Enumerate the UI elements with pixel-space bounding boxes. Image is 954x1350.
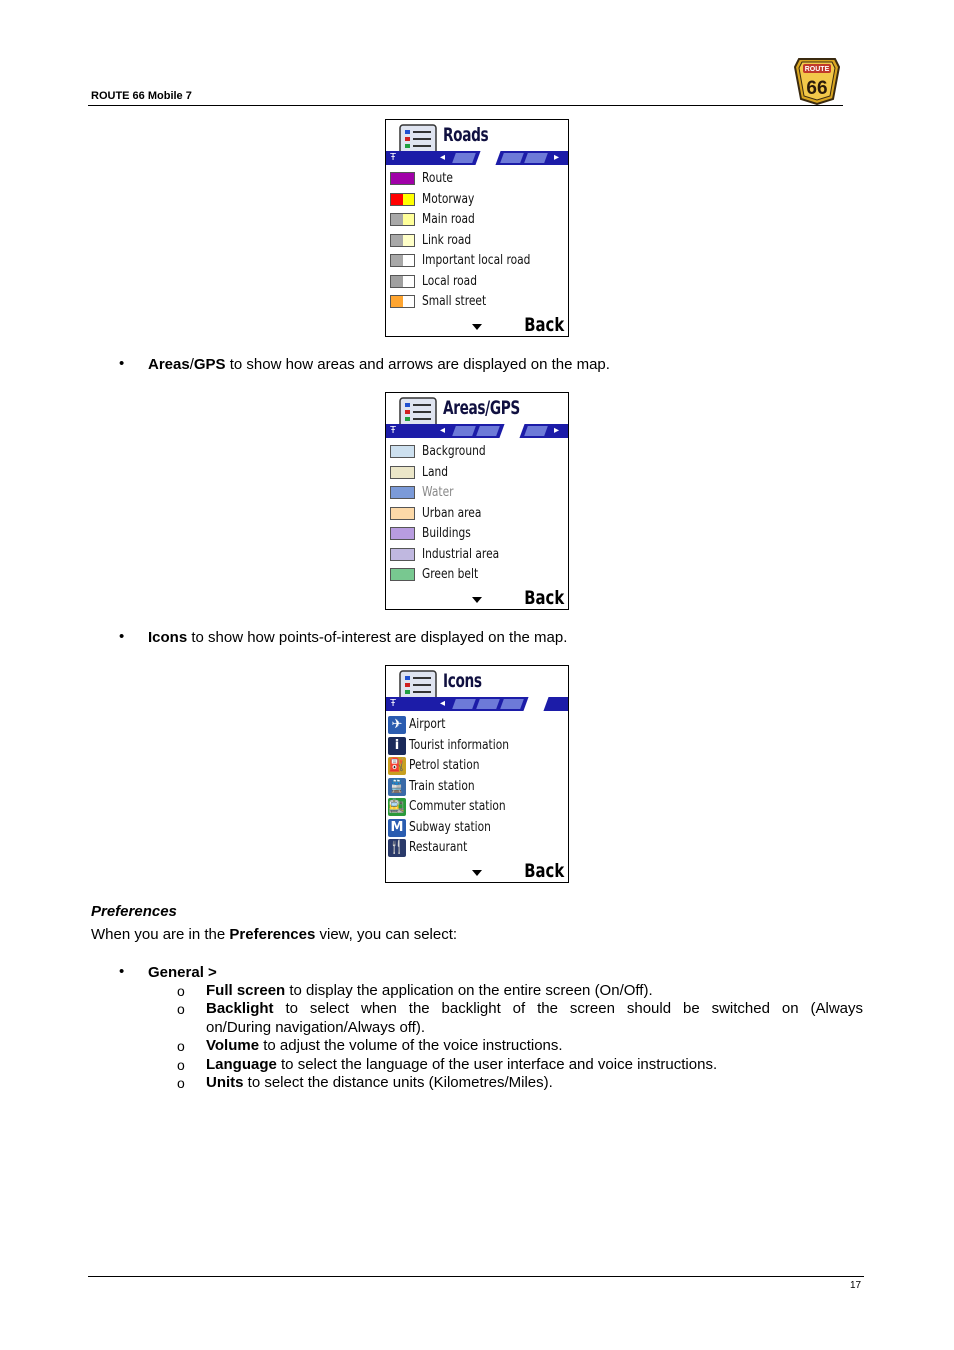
tab-general[interactable] xyxy=(452,699,476,709)
bullet-bold-icons: Icons xyxy=(148,629,188,646)
sub-item-text: to select the distance units (Kilometres/Miles). xyxy=(243,1074,553,1091)
scroll-down-icon[interactable] xyxy=(472,597,482,603)
sub-item xyxy=(206,982,863,1001)
list-item-label: Subway station xyxy=(409,819,491,835)
list-item-label: Train station xyxy=(409,778,475,794)
list-item-label: Petrol station xyxy=(409,758,480,773)
sub-bullet-marker: o xyxy=(177,983,185,999)
tab-general[interactable] xyxy=(452,153,476,163)
sub-bullet-marker: o xyxy=(177,1075,185,1091)
bullet-marker: • xyxy=(119,963,125,980)
list-item-label: Buildings xyxy=(422,526,471,541)
list-item-label: Important local road xyxy=(422,253,531,268)
color-swatch xyxy=(390,466,415,479)
color-swatch xyxy=(390,568,415,581)
sub-item-bold: Units xyxy=(206,1074,244,1091)
tab-areas[interactable] xyxy=(500,699,524,709)
signal-icon: Ŧ xyxy=(390,425,397,436)
tab-bar[interactable] xyxy=(386,424,568,438)
list-item-label: Urban area xyxy=(422,505,482,521)
bullet-separator: / xyxy=(189,356,194,373)
svg-text:66: 66 xyxy=(806,78,828,99)
svg-text:ROUTE: ROUTE xyxy=(804,66,830,73)
color-swatch xyxy=(390,213,415,226)
document-header-title: ROUTE 66 Mobile 7 xyxy=(91,90,192,102)
tab-roads[interactable] xyxy=(476,699,500,709)
sub-item-bold: Volume xyxy=(206,1037,260,1054)
sub-bullet-marker: o xyxy=(177,1038,185,1054)
screen-title: Areas/GPS xyxy=(443,397,520,419)
intro-pre: When you are in the xyxy=(91,926,230,943)
preferences-intro xyxy=(91,926,457,943)
softkey-bar xyxy=(386,860,568,882)
list-item-label: Route xyxy=(422,171,453,186)
color-swatch xyxy=(390,275,415,288)
bullet-marker: • xyxy=(119,355,125,372)
list-item-label: Commuter station xyxy=(409,799,506,814)
tab-areas[interactable] xyxy=(499,424,524,438)
header-divider xyxy=(88,105,843,106)
list-item-label: Small street xyxy=(422,294,487,309)
airport-icon: ✈ xyxy=(388,716,406,734)
bullet-text: to show how points-of-interest are displayed on the map. xyxy=(187,629,568,646)
color-swatch xyxy=(390,295,415,308)
bullet-areas-gps xyxy=(148,356,610,373)
chevron-right-icon[interactable]: ▸ xyxy=(554,152,560,163)
tab-roads[interactable] xyxy=(476,426,500,436)
sub-bullet-marker: o xyxy=(177,1057,185,1073)
sub-bullet-marker: o xyxy=(177,1001,185,1017)
intro-post: view, you can select: xyxy=(315,926,458,943)
color-swatch xyxy=(390,548,415,561)
sub-item xyxy=(206,1074,863,1093)
back-button[interactable]: Back xyxy=(524,860,564,882)
tab-areas[interactable] xyxy=(500,153,524,163)
color-swatch xyxy=(390,234,415,247)
list-item-label: Background xyxy=(422,444,486,459)
sub-item-text: to adjust the volume of the voice instructions. xyxy=(259,1037,563,1054)
subway-station-icon: M xyxy=(388,819,406,837)
preferences-heading: Preferences xyxy=(91,903,177,920)
chevron-right-icon[interactable]: ▸ xyxy=(554,425,560,436)
color-swatch xyxy=(390,507,415,520)
softkey-bar xyxy=(386,314,568,336)
list-item-label: Industrial area xyxy=(422,546,500,562)
tab-bar[interactable] xyxy=(386,697,568,711)
areas-gps-screen xyxy=(385,392,569,610)
screen-title: Icons xyxy=(443,670,482,692)
color-swatch xyxy=(390,172,415,185)
signal-icon: Ŧ xyxy=(390,698,397,709)
general-item: General > xyxy=(148,964,217,981)
intro-bold: Preferences xyxy=(229,926,316,943)
sub-item-bold: Backlight xyxy=(206,1000,274,1017)
sub-item xyxy=(206,1056,863,1075)
scroll-down-icon[interactable] xyxy=(472,324,482,330)
sub-item xyxy=(206,1037,863,1056)
tab-icons[interactable] xyxy=(523,697,548,711)
footer-divider xyxy=(88,1276,864,1277)
list-item-label: Motorway xyxy=(422,191,475,207)
sub-item xyxy=(206,1000,863,1037)
list-item-label: Airport xyxy=(409,717,446,732)
page-number: 17 xyxy=(850,1280,862,1291)
list-item-label: Green belt xyxy=(422,567,479,582)
bullet-text: to show how areas and arrows are displayed on the map. xyxy=(225,356,610,373)
tab-icons[interactable] xyxy=(524,426,548,436)
restaurant-icon: 🍴 xyxy=(388,840,406,855)
roads-screen xyxy=(385,119,569,337)
list-item-label: Tourist information xyxy=(409,737,509,753)
softkey-bar xyxy=(386,587,568,609)
color-swatch xyxy=(390,193,415,206)
tab-roads[interactable] xyxy=(475,151,500,165)
chevron-left-icon[interactable]: ◂ xyxy=(440,152,446,163)
back-button[interactable]: Back xyxy=(524,587,564,609)
tab-bar[interactable] xyxy=(386,151,568,165)
bullet-marker: • xyxy=(119,628,125,645)
train-station-icon: 🚆 xyxy=(388,778,406,794)
chevron-left-icon[interactable]: ◂ xyxy=(440,698,446,709)
screen-title: Roads xyxy=(443,124,489,146)
bullet-icons xyxy=(148,629,567,646)
bullet-bold-gps: GPS xyxy=(193,356,226,373)
sub-item-bold: Language xyxy=(206,1056,277,1073)
tab-icons[interactable] xyxy=(524,153,548,163)
petrol-station-icon: ⛽ xyxy=(388,758,406,773)
tab-general[interactable] xyxy=(452,426,476,436)
sub-item-text: to display the application on the entire screen (On/Off). xyxy=(285,982,653,999)
list-item-label: Link road xyxy=(422,232,472,248)
list-item-label: Local road xyxy=(422,273,477,289)
route66-logo xyxy=(793,55,841,105)
list-item-label: Land xyxy=(422,464,448,480)
color-swatch xyxy=(390,527,415,540)
sub-item-text-continued: on/During navigation/Always off). xyxy=(206,1018,426,1036)
sub-item-text: to select the language of the user interface and voice instructions. xyxy=(276,1056,718,1073)
list-item-label: Main road xyxy=(422,212,475,227)
sub-item-text: to select when the backlight of the screen should be switched on (Always xyxy=(273,1000,863,1017)
color-swatch xyxy=(390,445,415,458)
back-button[interactable]: Back xyxy=(524,314,564,336)
list-item-label: Restaurant xyxy=(409,840,468,855)
icons-screen xyxy=(385,665,569,883)
sub-item-bold: Full screen xyxy=(206,982,286,999)
tourist-information-icon: i xyxy=(388,737,406,755)
color-swatch xyxy=(390,486,415,499)
bullet-bold-areas: Areas xyxy=(148,356,190,373)
signal-icon: Ŧ xyxy=(390,152,397,163)
list-item-label: Water xyxy=(422,485,454,500)
commuter-station-icon: 🚉 xyxy=(388,799,406,814)
chevron-left-icon[interactable]: ◂ xyxy=(440,425,446,436)
scroll-down-icon[interactable] xyxy=(472,870,482,876)
color-swatch xyxy=(390,254,415,267)
